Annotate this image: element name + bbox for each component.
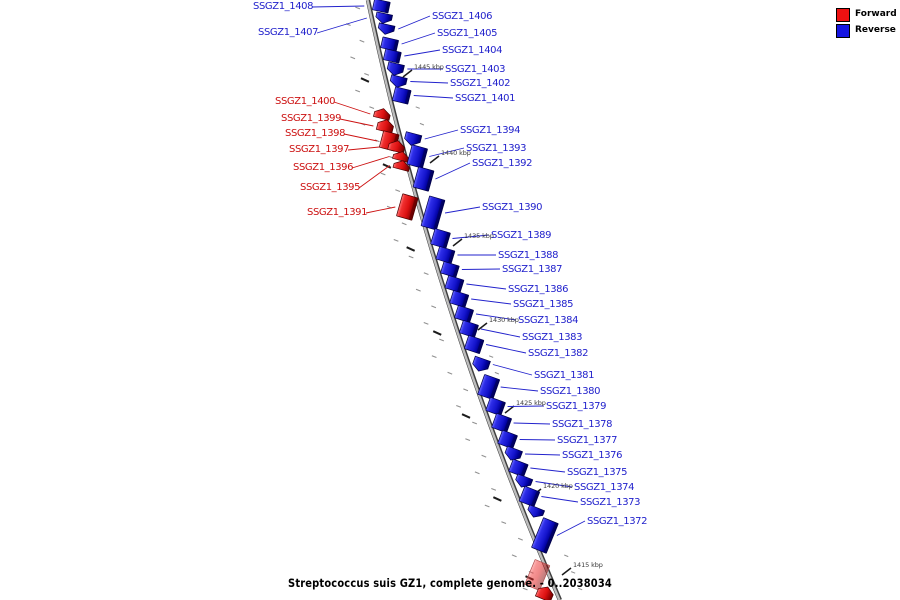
gene-label-SSGZ1_1382: SSGZ1_1382 bbox=[528, 348, 589, 359]
gene-feature-SSGZ1_1374 bbox=[514, 474, 533, 490]
label-connector-SSGZ1_1390 bbox=[445, 207, 480, 213]
gene-label-SSGZ1_1387: SSGZ1_1387 bbox=[502, 264, 563, 275]
label-connector-SSGZ1_1399 bbox=[340, 119, 373, 126]
gene-feature-SSGZ1_1391 bbox=[396, 194, 418, 221]
gene-feature-SSGZ1_1384 bbox=[454, 305, 473, 322]
legend-item-reverse bbox=[836, 24, 897, 37]
gene-label-SSGZ1_1402: SSGZ1_1402 bbox=[450, 78, 511, 89]
gene-feature-SSGZ1_1378 bbox=[492, 413, 512, 433]
gene-shape bbox=[531, 518, 558, 554]
label-connector-SSGZ1_1404 bbox=[404, 50, 440, 56]
gene-shape bbox=[471, 356, 490, 374]
gene-label-SSGZ1_1394: SSGZ1_1394 bbox=[460, 125, 521, 136]
label-connector-SSGZ1_1401 bbox=[414, 96, 453, 99]
gene-label-SSGZ1_1406: SSGZ1_1406 bbox=[432, 11, 493, 22]
scale-minor-tick bbox=[518, 538, 523, 540]
gene-label-SSGZ1_1408: SSGZ1_1408 bbox=[253, 1, 314, 12]
gene-label-SSGZ1_1399: SSGZ1_1399 bbox=[281, 113, 342, 124]
gene-label-SSGZ1_1398: SSGZ1_1398 bbox=[285, 128, 346, 139]
label-connector-SSGZ1_1376 bbox=[525, 454, 560, 455]
gene-feature-SSGZ1_1404 bbox=[383, 49, 401, 63]
gene-label-SSGZ1_1389: SSGZ1_1389 bbox=[491, 230, 552, 241]
scale-minor-tick bbox=[360, 40, 365, 42]
gene-feature-SSGZ1_1406 bbox=[377, 23, 395, 36]
gene-label-SSGZ1_1391: SSGZ1_1391 bbox=[307, 207, 368, 218]
scale-minor-tick bbox=[364, 74, 369, 76]
gene-feature-SSGZ1_1388 bbox=[436, 246, 455, 263]
scale-minor-tick bbox=[381, 173, 386, 175]
gene-feature-SSGZ1_1389 bbox=[431, 229, 451, 249]
scale-minor-tick-inner bbox=[564, 555, 568, 557]
label-connector-SSGZ1_1380 bbox=[501, 387, 538, 391]
scale-minor-tick bbox=[355, 90, 360, 92]
gene-label-SSGZ1_1380: SSGZ1_1380 bbox=[540, 386, 601, 397]
gene-feature-SSGZ1_1387 bbox=[440, 261, 459, 277]
scale-tick-label-1435: 1435 kbp bbox=[464, 232, 494, 240]
scale-minor-tick bbox=[439, 339, 444, 341]
scale-minor-tick bbox=[463, 389, 468, 391]
label-connector-SSGZ1_1394 bbox=[425, 130, 458, 139]
scale-minor-tick bbox=[485, 505, 490, 507]
gene-shape bbox=[389, 75, 407, 89]
gene-feature-SSGZ1_1401 bbox=[392, 87, 411, 104]
scale-minor-tick bbox=[456, 406, 461, 408]
gene-label-SSGZ1_1388: SSGZ1_1388 bbox=[498, 250, 559, 261]
scale-minor-tick bbox=[395, 190, 400, 192]
gene-feature-SSGZ1_1405 bbox=[381, 37, 399, 51]
gene-label-SSGZ1_1372: SSGZ1_1372 bbox=[587, 516, 648, 527]
label-connector-SSGZ1_1393 bbox=[429, 148, 464, 157]
label-connector-SSGZ1_1375 bbox=[530, 468, 565, 472]
gene-label-SSGZ1_1383: SSGZ1_1383 bbox=[522, 332, 583, 343]
legend-item-forward bbox=[836, 8, 897, 21]
gene-feature-SSGZ1_1393 bbox=[407, 145, 428, 168]
scale-minor-tick bbox=[350, 57, 355, 59]
gene-label-SSGZ1_1373: SSGZ1_1373 bbox=[580, 497, 641, 508]
scale-minor-tick bbox=[465, 439, 470, 441]
label-connector-SSGZ1_1378 bbox=[514, 423, 550, 424]
gene-feature-SSGZ1_1386 bbox=[445, 275, 464, 292]
scale-minor-tick bbox=[369, 107, 374, 109]
gene-label-SSGZ1_1386: SSGZ1_1386 bbox=[508, 284, 569, 295]
scale-tick-label-1425: 1425 kbp bbox=[516, 399, 546, 407]
gene-label-SSGZ1_1378: SSGZ1_1378 bbox=[552, 419, 613, 430]
gene-label-SSGZ1_1385: SSGZ1_1385 bbox=[513, 299, 574, 310]
gene-feature-SSGZ1_1402 bbox=[389, 75, 407, 89]
gene-label-SSGZ1_1405: SSGZ1_1405 bbox=[437, 28, 498, 39]
label-connector-SSGZ1_1385 bbox=[471, 299, 511, 304]
gene-shape bbox=[514, 474, 533, 490]
gene-feature-SSGZ1_1403 bbox=[386, 62, 404, 77]
label-connector-SSGZ1_1408 bbox=[312, 6, 364, 7]
gene-feature-SSGZ1_1379 bbox=[486, 397, 506, 416]
label-connector-SSGZ1_1379 bbox=[508, 406, 544, 407]
gene-label-SSGZ1_1384: SSGZ1_1384 bbox=[518, 315, 579, 326]
gene-shape bbox=[526, 505, 545, 520]
gene-label-SSGZ1_1395: SSGZ1_1395 bbox=[300, 182, 361, 193]
gene-feature-SSGZ1_1400 bbox=[373, 107, 391, 121]
gene-label-SSGZ1_1381: SSGZ1_1381 bbox=[534, 370, 595, 381]
scale-tick-label-1440: 1440 kbp bbox=[441, 149, 471, 157]
gene-label-SSGZ1_1379: SSGZ1_1379 bbox=[546, 401, 607, 412]
scale-tick-label-1430: 1430 kbp bbox=[489, 316, 519, 324]
gene-feature-SSGZ1_1390 bbox=[421, 196, 445, 230]
label-connector-SSGZ1_1386 bbox=[466, 284, 506, 289]
gene-label-SSGZ1_1396: SSGZ1_1396 bbox=[293, 162, 354, 173]
scale-tick-pointer bbox=[505, 406, 514, 413]
scale-tick-pointer bbox=[562, 568, 571, 575]
forward-color-swatch bbox=[836, 8, 850, 22]
gene-label-SSGZ1_1375: SSGZ1_1375 bbox=[567, 467, 628, 478]
label-connector-SSGZ1_1407 bbox=[317, 18, 367, 33]
label-connector-SSGZ1_1402 bbox=[410, 82, 448, 84]
scale-minor-tick bbox=[355, 7, 360, 9]
gene-feature-SSGZ1_1382 bbox=[464, 335, 484, 353]
legend bbox=[836, 8, 897, 40]
label-connector-SSGZ1_1406 bbox=[398, 16, 430, 29]
gene-shape bbox=[386, 62, 404, 77]
gene-feature-SSGZ1_1407 bbox=[375, 12, 393, 25]
gene-shape bbox=[375, 12, 393, 25]
gene-feature-SSGZ1_1408 bbox=[372, 0, 390, 13]
scale-minor-tick bbox=[424, 273, 429, 275]
gene-feature-SSGZ1_1392 bbox=[413, 167, 434, 191]
gene-feature-unlabeled bbox=[526, 505, 545, 520]
gene-label-SSGZ1_1403: SSGZ1_1403 bbox=[445, 64, 506, 75]
scale-minor-tick-inner bbox=[416, 107, 420, 109]
label-connector-SSGZ1_1372 bbox=[557, 521, 585, 536]
label-connector-SSGZ1_1383 bbox=[481, 329, 520, 337]
gene-label-SSGZ1_1392: SSGZ1_1392 bbox=[472, 158, 533, 169]
scale-tick-label-1420: 1420 kbp bbox=[543, 482, 573, 490]
scale-minor-tick bbox=[491, 489, 496, 491]
scale-minor-tick bbox=[472, 422, 477, 424]
label-connector-SSGZ1_1398 bbox=[344, 134, 377, 141]
label-connector-SSGZ1_1392 bbox=[435, 163, 470, 179]
scale-tick-pointer bbox=[453, 239, 462, 246]
label-connector-SSGZ1_1405 bbox=[402, 33, 435, 44]
figure-caption: Streptococcus suis GZ1, complete genome. - 0..2038034 bbox=[288, 576, 612, 590]
gene-label-SSGZ1_1393: SSGZ1_1393 bbox=[466, 143, 527, 154]
gene-shape bbox=[421, 196, 445, 230]
legend-label-forward: Forward bbox=[855, 9, 897, 19]
gene-label-SSGZ1_1407: SSGZ1_1407 bbox=[258, 27, 319, 38]
scale-minor-tick bbox=[475, 472, 480, 474]
scale-minor-tick bbox=[409, 256, 414, 258]
gene-feature-SSGZ1_1381 bbox=[471, 356, 490, 374]
scale-minor-tick bbox=[448, 372, 453, 374]
scale-minor-tick bbox=[416, 289, 421, 291]
gene-label-SSGZ1_1376: SSGZ1_1376 bbox=[562, 450, 623, 461]
gene-features bbox=[372, 0, 558, 600]
scale-tick-dash bbox=[493, 497, 501, 501]
scale-minor-tick-inner bbox=[489, 356, 493, 358]
scale-tick-dash bbox=[407, 247, 415, 251]
scale-minor-tick bbox=[432, 356, 437, 358]
label-connector-SSGZ1_1400 bbox=[334, 102, 370, 114]
gene-label-SSGZ1_1397: SSGZ1_1397 bbox=[289, 144, 350, 155]
label-connector-SSGZ1_1384 bbox=[476, 314, 516, 320]
label-connector-SSGZ1_1373 bbox=[541, 497, 578, 503]
scale-tick-pointer bbox=[403, 70, 412, 77]
gene-feature-SSGZ1_1372 bbox=[531, 518, 558, 554]
gene-label-SSGZ1_1390: SSGZ1_1390 bbox=[482, 202, 543, 213]
scale-minor-tick-inner bbox=[495, 372, 499, 374]
scale-minor-tick bbox=[424, 323, 429, 325]
label-connector-SSGZ1_1396 bbox=[352, 157, 389, 169]
scale-tick-label-1415: 1415 kbp bbox=[573, 561, 603, 569]
gene-feature-SSGZ1_1385 bbox=[450, 290, 469, 307]
gene-label-SSGZ1_1400: SSGZ1_1400 bbox=[275, 96, 336, 107]
gene-shape bbox=[373, 107, 391, 121]
label-connector-SSGZ1_1395 bbox=[359, 166, 390, 189]
gene-label-SSGZ1_1404: SSGZ1_1404 bbox=[442, 45, 503, 56]
reverse-color-swatch bbox=[836, 24, 850, 38]
scale-minor-tick bbox=[431, 306, 436, 308]
scale-tick-dash bbox=[433, 331, 441, 335]
scale-minor-tick bbox=[501, 522, 506, 524]
scale-minor-tick-inner bbox=[420, 123, 424, 125]
scale-minor-tick bbox=[512, 555, 517, 557]
label-connector-SSGZ1_1374 bbox=[536, 482, 572, 488]
scale-tick-dash bbox=[361, 78, 369, 82]
label-connector-SSGZ1_1387 bbox=[462, 269, 500, 270]
scale-tick-label-1445: 1445 kbp bbox=[414, 63, 444, 71]
gene-shape bbox=[377, 23, 395, 36]
scale-minor-tick bbox=[394, 240, 399, 242]
scale-minor-tick bbox=[402, 223, 407, 225]
label-connector-SSGZ1_1389 bbox=[452, 235, 489, 239]
scale-minor-tick-inner bbox=[571, 572, 575, 574]
scale-minor-tick bbox=[482, 455, 487, 457]
label-connector-SSGZ1_1377 bbox=[520, 440, 555, 441]
label-connector-SSGZ1_1391 bbox=[366, 207, 395, 213]
label-connector-SSGZ1_1382 bbox=[486, 345, 526, 354]
legend-label-reverse: Reverse bbox=[855, 25, 896, 35]
gene-label-SSGZ1_1401: SSGZ1_1401 bbox=[455, 93, 516, 104]
scale-tick-dash bbox=[462, 414, 470, 418]
gene-label-SSGZ1_1374: SSGZ1_1374 bbox=[574, 482, 635, 493]
gene-label-SSGZ1_1377: SSGZ1_1377 bbox=[557, 435, 618, 446]
scale-tick-pointer bbox=[430, 156, 439, 163]
